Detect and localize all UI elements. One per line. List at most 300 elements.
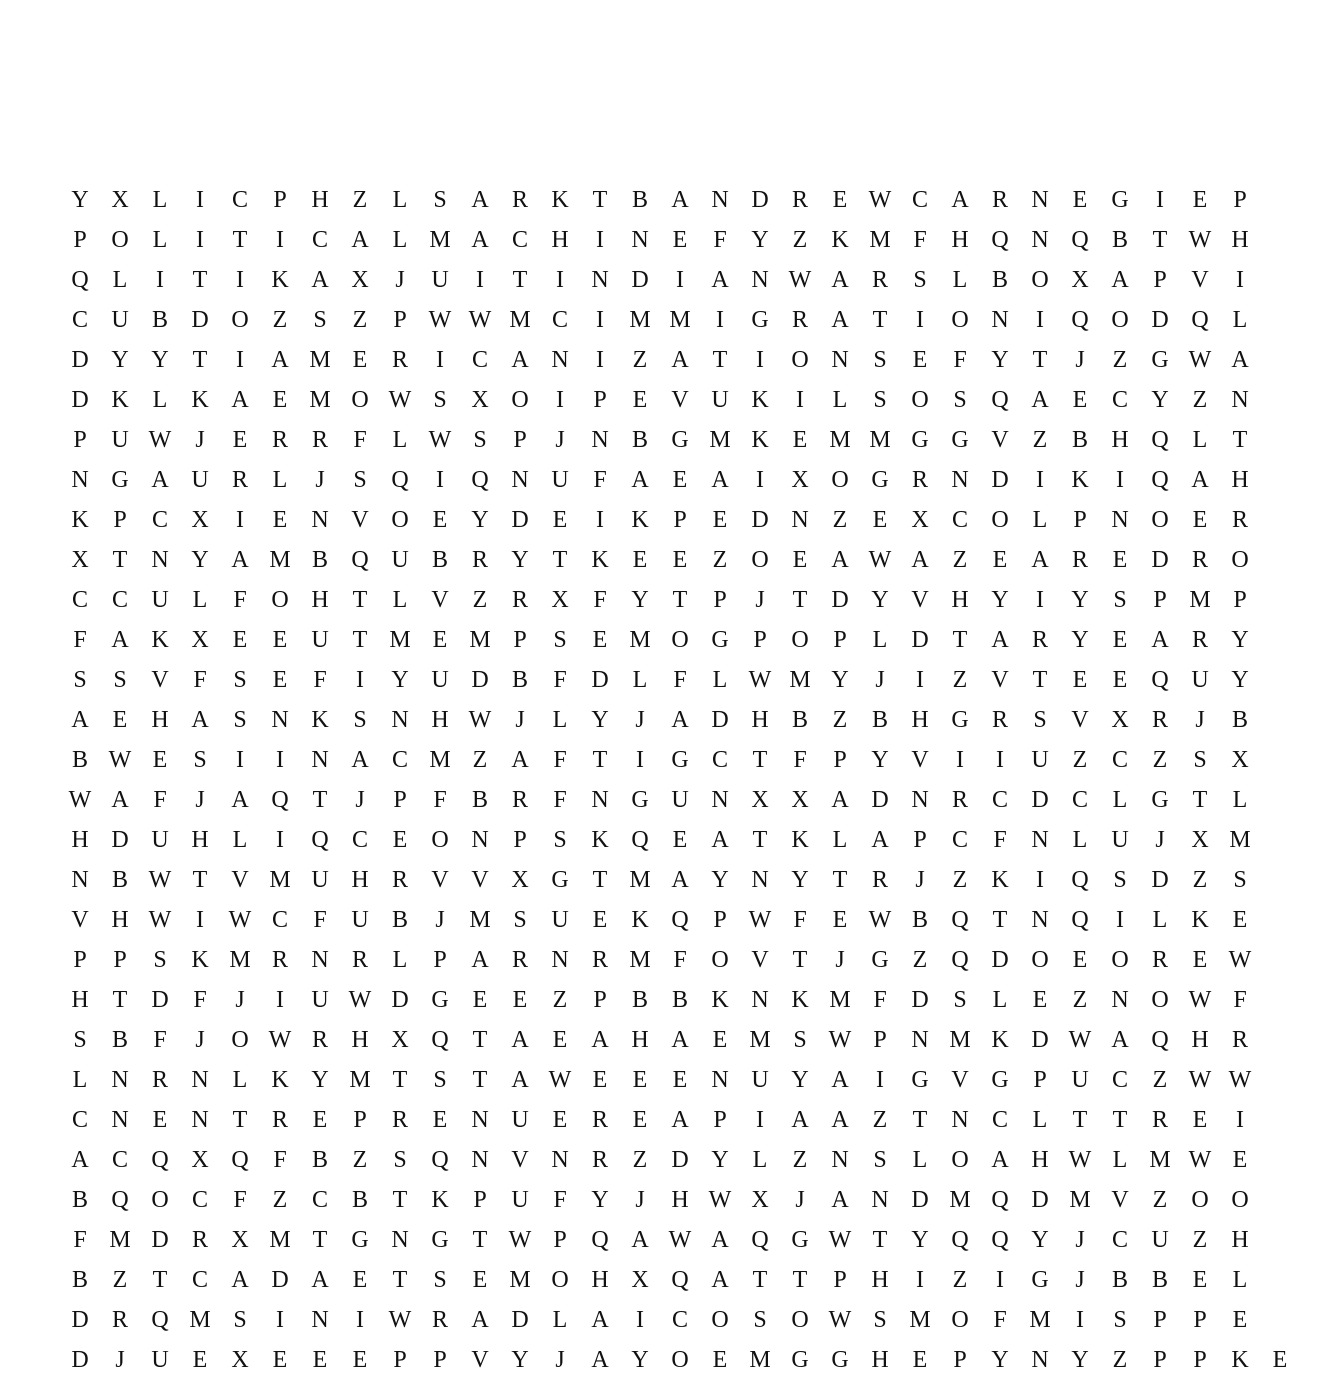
grid-letter: B bbox=[871, 707, 888, 733]
grid-letter: I bbox=[1156, 187, 1164, 213]
grid-letter: R bbox=[1191, 547, 1208, 573]
grid-letter: N bbox=[391, 707, 409, 733]
grid-letter: E bbox=[1192, 947, 1208, 973]
grid-letter: S bbox=[353, 467, 367, 493]
grid-letter: Y bbox=[391, 667, 409, 693]
grid-letter: E bbox=[1112, 667, 1128, 693]
grid-letter: L bbox=[1232, 1267, 1248, 1293]
grid-letter: Z bbox=[352, 307, 368, 333]
grid-letter: M bbox=[469, 907, 491, 933]
grid-letter: I bbox=[276, 987, 284, 1013]
grid-letter: C bbox=[1111, 747, 1128, 773]
grid-row bbox=[60, 540, 1300, 580]
grid-letter: L bbox=[952, 267, 968, 293]
grid-letter: W bbox=[148, 427, 172, 453]
grid-letter: K bbox=[1231, 1347, 1249, 1373]
grid-letter: E bbox=[792, 547, 808, 573]
grid-letter: J bbox=[1195, 707, 1205, 733]
grid-letter: I bbox=[1036, 867, 1044, 893]
grid-letter: S bbox=[553, 627, 567, 653]
grid-letter: A bbox=[151, 467, 169, 493]
grid-letter: S bbox=[753, 1307, 767, 1333]
grid-letter: Y bbox=[1071, 587, 1089, 613]
grid-letter: E bbox=[672, 547, 688, 573]
grid-letter: N bbox=[1031, 187, 1049, 213]
grid-letter: F bbox=[793, 747, 807, 773]
grid-letter: W bbox=[1188, 987, 1212, 1013]
grid-letter: E bbox=[1072, 187, 1088, 213]
grid-letter: T bbox=[352, 587, 368, 613]
grid-row bbox=[60, 420, 1300, 460]
grid-letter: P bbox=[1153, 1307, 1167, 1333]
grid-letter: E bbox=[552, 507, 568, 533]
grid-letter: F bbox=[553, 747, 567, 773]
grid-letter: R bbox=[351, 947, 368, 973]
grid-letter: A bbox=[831, 787, 849, 813]
grid-letter: X bbox=[351, 267, 369, 293]
grid-letter: U bbox=[511, 1187, 529, 1213]
grid-letter: N bbox=[511, 467, 529, 493]
grid-letter: D bbox=[1031, 1027, 1049, 1053]
grid-letter: R bbox=[1071, 547, 1088, 573]
grid-letter: I bbox=[916, 307, 924, 333]
grid-letter: Y bbox=[991, 347, 1009, 373]
grid-letter: R bbox=[791, 187, 808, 213]
grid-letter: H bbox=[751, 707, 769, 733]
grid-row bbox=[60, 660, 1300, 700]
grid-letter: Z bbox=[632, 1147, 648, 1173]
grid-letter: I bbox=[636, 1307, 644, 1333]
grid-letter: O bbox=[1191, 1187, 1209, 1213]
grid-letter: W bbox=[708, 1187, 732, 1213]
grid-letter: L bbox=[752, 1147, 768, 1173]
grid-letter: H bbox=[1231, 1227, 1249, 1253]
grid-letter: T bbox=[392, 1267, 408, 1293]
grid-letter: W bbox=[108, 747, 132, 773]
grid-letter: T bbox=[792, 1267, 808, 1293]
grid-letter: U bbox=[1151, 1227, 1169, 1253]
grid-letter: H bbox=[431, 707, 449, 733]
grid-letter: U bbox=[1191, 667, 1209, 693]
grid-row bbox=[60, 1140, 1300, 1180]
grid-letter: E bbox=[1272, 1347, 1288, 1373]
grid-letter: Q bbox=[1151, 427, 1169, 453]
grid-row bbox=[60, 260, 1300, 300]
grid-letter: Q bbox=[1151, 667, 1169, 693]
grid-letter: R bbox=[1191, 627, 1208, 653]
grid-letter: K bbox=[631, 507, 649, 533]
grid-letter: G bbox=[911, 427, 929, 453]
grid-letter: E bbox=[512, 987, 528, 1013]
grid-letter: R bbox=[1151, 1107, 1168, 1133]
grid-letter: L bbox=[632, 667, 648, 693]
grid-letter: B bbox=[471, 787, 488, 813]
grid-letter: F bbox=[73, 1227, 87, 1253]
grid-letter: E bbox=[632, 1067, 648, 1093]
grid-letter: Q bbox=[271, 787, 289, 813]
grid-letter: H bbox=[351, 867, 369, 893]
grid-letter: R bbox=[471, 547, 488, 573]
grid-letter: J bbox=[115, 1347, 125, 1373]
grid-letter: I bbox=[916, 1267, 924, 1293]
grid-letter: J bbox=[835, 947, 845, 973]
grid-letter: G bbox=[1111, 187, 1129, 213]
grid-letter: E bbox=[312, 1107, 328, 1133]
grid-letter: N bbox=[71, 467, 89, 493]
grid-letter: C bbox=[991, 1107, 1008, 1133]
grid-letter: I bbox=[1116, 467, 1124, 493]
grid-letter: T bbox=[1152, 227, 1168, 253]
grid-letter: P bbox=[73, 427, 87, 453]
grid-letter: O bbox=[551, 1267, 569, 1293]
grid-letter: Y bbox=[1231, 667, 1249, 693]
grid-letter: M bbox=[309, 347, 331, 373]
grid-letter: O bbox=[1231, 1187, 1249, 1213]
grid-letter: E bbox=[1112, 547, 1128, 573]
grid-letter: E bbox=[832, 907, 848, 933]
grid-letter: E bbox=[1192, 507, 1208, 533]
grid-letter: W bbox=[868, 907, 892, 933]
grid-letter: B bbox=[631, 187, 648, 213]
grid-letter: G bbox=[351, 1227, 369, 1253]
grid-letter: L bbox=[232, 1067, 248, 1093]
grid-letter: A bbox=[671, 707, 689, 733]
grid-letter: N bbox=[71, 867, 89, 893]
grid-letter: O bbox=[1031, 947, 1049, 973]
grid-letter: X bbox=[191, 627, 209, 653]
grid-letter: H bbox=[71, 987, 89, 1013]
grid-letter: Y bbox=[831, 667, 849, 693]
grid-letter: Y bbox=[151, 347, 169, 373]
grid-letter: G bbox=[671, 427, 689, 453]
grid-letter: A bbox=[1191, 467, 1209, 493]
grid-letter: A bbox=[271, 347, 289, 373]
grid-letter: B bbox=[351, 1187, 368, 1213]
grid-letter: F bbox=[313, 907, 327, 933]
grid-letter: A bbox=[191, 707, 209, 733]
grid-letter: T bbox=[1032, 347, 1048, 373]
grid-letter: G bbox=[951, 707, 969, 733]
grid-letter: W bbox=[1228, 947, 1252, 973]
grid-letter: A bbox=[831, 1187, 849, 1213]
grid-letter: A bbox=[991, 627, 1009, 653]
grid-letter: W bbox=[508, 1227, 532, 1253]
grid-letter: N bbox=[271, 707, 289, 733]
grid-letter: P bbox=[393, 787, 407, 813]
grid-letter: E bbox=[552, 1107, 568, 1133]
grid-letter: R bbox=[391, 867, 408, 893]
grid-letter: E bbox=[1072, 947, 1088, 973]
grid-letter: I bbox=[596, 507, 604, 533]
grid-letter: J bbox=[515, 707, 525, 733]
grid-letter: T bbox=[992, 907, 1008, 933]
grid-letter: F bbox=[713, 227, 727, 253]
grid-letter: X bbox=[111, 187, 129, 213]
grid-letter: M bbox=[829, 987, 851, 1013]
grid-letter: Q bbox=[1191, 307, 1209, 333]
grid-letter: A bbox=[591, 1027, 609, 1053]
grid-letter: A bbox=[671, 1027, 689, 1053]
grid-letter: A bbox=[831, 1107, 849, 1133]
grid-letter: B bbox=[311, 547, 328, 573]
grid-letter: V bbox=[991, 667, 1009, 693]
grid-letter: E bbox=[272, 387, 288, 413]
grid-letter: F bbox=[873, 987, 887, 1013]
grid-letter: C bbox=[1071, 787, 1088, 813]
grid-letter: Y bbox=[511, 547, 529, 573]
grid-letter: Y bbox=[791, 867, 809, 893]
grid-letter: F bbox=[593, 467, 607, 493]
grid-letter: R bbox=[391, 1107, 408, 1133]
grid-letter: Y bbox=[191, 547, 209, 573]
grid-letter: D bbox=[71, 347, 89, 373]
grid-letter: U bbox=[551, 467, 569, 493]
grid-letter: N bbox=[311, 947, 329, 973]
grid-letter: I bbox=[236, 747, 244, 773]
grid-letter: V bbox=[671, 387, 689, 413]
grid-letter: P bbox=[833, 627, 847, 653]
grid-letter: S bbox=[873, 347, 887, 373]
grid-letter: E bbox=[632, 547, 648, 573]
grid-letter: A bbox=[231, 1267, 249, 1293]
grid-row bbox=[60, 740, 1300, 780]
grid-letter: E bbox=[1112, 627, 1128, 653]
grid-letter: F bbox=[793, 907, 807, 933]
grid-letter: R bbox=[511, 587, 528, 613]
grid-letter: D bbox=[151, 1227, 169, 1253]
grid-letter: V bbox=[911, 587, 929, 613]
grid-letter: B bbox=[311, 1147, 328, 1173]
grid-letter: P bbox=[713, 1107, 727, 1133]
grid-letter: N bbox=[591, 267, 609, 293]
grid-letter: F bbox=[553, 667, 567, 693]
grid-letter: W bbox=[828, 1227, 852, 1253]
grid-letter: E bbox=[792, 427, 808, 453]
grid-letter: J bbox=[195, 787, 205, 813]
grid-letter: A bbox=[1151, 627, 1169, 653]
grid-letter: E bbox=[432, 1107, 448, 1133]
grid-letter: O bbox=[791, 347, 809, 373]
grid-letter: E bbox=[352, 1347, 368, 1373]
grid-letter: E bbox=[272, 1347, 288, 1373]
grid-row bbox=[60, 1220, 1300, 1260]
grid-letter: A bbox=[951, 187, 969, 213]
grid-letter: T bbox=[232, 1107, 248, 1133]
grid-letter: Z bbox=[712, 547, 728, 573]
grid-letter: A bbox=[351, 227, 369, 253]
grid-letter: O bbox=[1111, 947, 1129, 973]
grid-letter: G bbox=[751, 307, 769, 333]
grid-letter: Z bbox=[1192, 1227, 1208, 1253]
grid-letter: P bbox=[393, 307, 407, 333]
grid-letter: G bbox=[431, 1227, 449, 1253]
grid-letter: W bbox=[428, 427, 452, 453]
grid-letter: Q bbox=[431, 1027, 449, 1053]
grid-letter: Y bbox=[991, 1347, 1009, 1373]
grid-letter: P bbox=[433, 947, 447, 973]
grid-letter: Q bbox=[1151, 1027, 1169, 1053]
grid-letter: Q bbox=[751, 1227, 769, 1253]
grid-letter: E bbox=[712, 507, 728, 533]
grid-letter: L bbox=[152, 387, 168, 413]
grid-letter: F bbox=[593, 587, 607, 613]
grid-letter: Z bbox=[272, 307, 288, 333]
grid-letter: L bbox=[712, 667, 728, 693]
grid-letter: S bbox=[873, 1307, 887, 1333]
grid-letter: X bbox=[511, 867, 529, 893]
grid-letter: Z bbox=[632, 347, 648, 373]
grid-letter: D bbox=[751, 187, 769, 213]
grid-letter: M bbox=[469, 627, 491, 653]
grid-letter: P bbox=[953, 1347, 967, 1373]
grid-letter: L bbox=[872, 627, 888, 653]
grid-letter: N bbox=[111, 1107, 129, 1133]
grid-letter: F bbox=[233, 587, 247, 613]
grid-letter: C bbox=[71, 307, 88, 333]
grid-letter: I bbox=[556, 387, 564, 413]
grid-letter: K bbox=[191, 947, 209, 973]
grid-letter: N bbox=[751, 267, 769, 293]
grid-letter: N bbox=[911, 787, 929, 813]
grid-letter: G bbox=[991, 1067, 1009, 1093]
grid-letter: Z bbox=[1072, 747, 1088, 773]
grid-letter: P bbox=[73, 947, 87, 973]
grid-letter: I bbox=[756, 1107, 764, 1133]
grid-letter: S bbox=[913, 267, 927, 293]
grid-letter: J bbox=[195, 427, 205, 453]
grid-letter: Q bbox=[1071, 227, 1089, 253]
grid-letter: I bbox=[636, 747, 644, 773]
grid-letter: T bbox=[792, 947, 808, 973]
grid-letter: E bbox=[312, 1347, 328, 1373]
grid-letter: R bbox=[1151, 707, 1168, 733]
grid-letter: C bbox=[391, 747, 408, 773]
grid-letter: I bbox=[276, 1307, 284, 1333]
grid-letter: F bbox=[913, 227, 927, 253]
grid-letter: G bbox=[1151, 787, 1169, 813]
grid-letter: T bbox=[192, 347, 208, 373]
grid-letter: W bbox=[868, 547, 892, 573]
grid-letter: Z bbox=[1152, 747, 1168, 773]
grid-letter: L bbox=[152, 227, 168, 253]
grid-letter: N bbox=[831, 347, 849, 373]
grid-letter: X bbox=[791, 467, 809, 493]
grid-letter: M bbox=[629, 627, 651, 653]
grid-letter: O bbox=[951, 307, 969, 333]
grid-letter: N bbox=[311, 747, 329, 773]
grid-letter: R bbox=[791, 307, 808, 333]
grid-letter: A bbox=[71, 707, 89, 733]
grid-letter: Y bbox=[1231, 627, 1249, 653]
grid-letter: I bbox=[1236, 267, 1244, 293]
grid-letter: W bbox=[468, 707, 492, 733]
grid-letter: L bbox=[1032, 1107, 1048, 1133]
grid-letter: E bbox=[272, 667, 288, 693]
grid-letter: T bbox=[392, 1067, 408, 1093]
grid-letter: A bbox=[511, 1067, 529, 1093]
grid-letter: Z bbox=[832, 507, 848, 533]
grid-letter: G bbox=[1151, 347, 1169, 373]
grid-letter: S bbox=[233, 707, 247, 733]
grid-letter: Z bbox=[1072, 987, 1088, 1013]
grid-letter: O bbox=[951, 1147, 969, 1173]
grid-letter: I bbox=[756, 347, 764, 373]
grid-letter: T bbox=[752, 827, 768, 853]
grid-letter: P bbox=[713, 907, 727, 933]
grid-letter: G bbox=[791, 1227, 809, 1253]
grid-letter: R bbox=[591, 947, 608, 973]
grid-letter: C bbox=[991, 787, 1008, 813]
grid-letter: Y bbox=[871, 747, 889, 773]
grid-letter: L bbox=[1112, 1147, 1128, 1173]
grid-letter: B bbox=[71, 1267, 88, 1293]
grid-letter: E bbox=[912, 1347, 928, 1373]
grid-letter: E bbox=[592, 1067, 608, 1093]
grid-letter: D bbox=[71, 387, 89, 413]
grid-letter: E bbox=[152, 1107, 168, 1133]
grid-letter: W bbox=[428, 307, 452, 333]
grid-letter: R bbox=[951, 787, 968, 813]
grid-letter: R bbox=[591, 1147, 608, 1173]
grid-letter: T bbox=[832, 867, 848, 893]
grid-letter: C bbox=[311, 1187, 328, 1213]
grid-letter: P bbox=[873, 1027, 887, 1053]
grid-letter: G bbox=[551, 867, 569, 893]
grid-letter: R bbox=[151, 1067, 168, 1093]
grid-letter: B bbox=[511, 667, 528, 693]
grid-letter: D bbox=[671, 1147, 689, 1173]
grid-letter: S bbox=[233, 667, 247, 693]
grid-letter: V bbox=[471, 1347, 489, 1373]
grid-letter: U bbox=[751, 1067, 769, 1093]
grid-letter: L bbox=[832, 827, 848, 853]
grid-letter: P bbox=[1033, 1067, 1047, 1093]
grid-letter: X bbox=[1071, 267, 1089, 293]
grid-letter: C bbox=[311, 227, 328, 253]
grid-letter: L bbox=[392, 187, 408, 213]
grid-letter: V bbox=[431, 867, 449, 893]
grid-letter: O bbox=[671, 1347, 689, 1373]
grid-letter: J bbox=[395, 267, 405, 293]
grid-letter: A bbox=[511, 747, 529, 773]
grid-letter: U bbox=[311, 867, 329, 893]
grid-letter: S bbox=[73, 1027, 87, 1053]
grid-letter: H bbox=[631, 1027, 649, 1053]
grid-letter: P bbox=[113, 947, 127, 973]
grid-letter: I bbox=[756, 467, 764, 493]
grid-letter: H bbox=[311, 587, 329, 613]
grid-letter: E bbox=[672, 467, 688, 493]
grid-row bbox=[60, 820, 1300, 860]
grid-letter: M bbox=[509, 1267, 531, 1293]
grid-letter: J bbox=[635, 707, 645, 733]
grid-letter: S bbox=[233, 1307, 247, 1333]
grid-letter: V bbox=[471, 867, 489, 893]
grid-letter: Z bbox=[1032, 427, 1048, 453]
grid-letter: H bbox=[591, 1267, 609, 1293]
grid-letter: W bbox=[148, 867, 172, 893]
grid-letter: L bbox=[72, 1067, 88, 1093]
grid-letter: Z bbox=[272, 1187, 288, 1213]
grid-letter: M bbox=[789, 667, 811, 693]
grid-letter: O bbox=[151, 1187, 169, 1213]
grid-letter: O bbox=[991, 507, 1009, 533]
grid-letter: S bbox=[873, 387, 887, 413]
grid-letter: V bbox=[1071, 707, 1089, 733]
grid-letter: A bbox=[711, 827, 729, 853]
grid-letter: Z bbox=[832, 707, 848, 733]
grid-letter: K bbox=[711, 987, 729, 1013]
